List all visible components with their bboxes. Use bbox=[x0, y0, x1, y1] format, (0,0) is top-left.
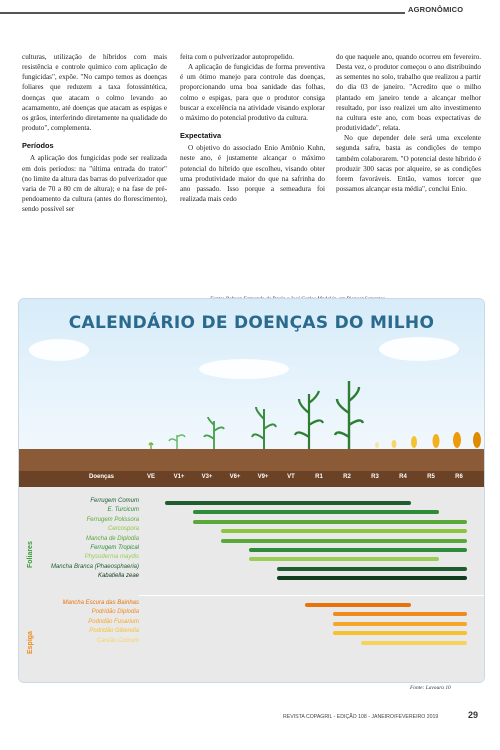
disease-label: Ferrugem Comum bbox=[90, 498, 139, 504]
col2-paragraph-1: feita com o pulverizador autopropelido. bbox=[180, 53, 294, 61]
disease-label: Mancha Branca (Phaeosphaeria) bbox=[50, 563, 139, 570]
col2-paragraph-3: O objetivo do associado Enio Antônio Kuhn, neste ano, é justamente alcançar o máximo potencial do híbrido que escolheu, visando obter uma produtividade maior do que na safrinha do ano passado. Isso porque a semeadura foi realizada mais cedo bbox=[180, 144, 325, 204]
col1-paragraph-1: culturas, utilização de híbridos com mais resistência e controle químico com aplicação de fungicidas", expõe. "No campo temos as doenças foliares que reduzem a taxa fotossintética, doenças que atacam o colmo levando ao acamamento, até doenças que atacam as espigas e os grãos, interferindo diretamente na qualidade do produto", complementa. bbox=[22, 53, 167, 133]
disease-label: Podridão Diplodia bbox=[91, 609, 139, 616]
stage-label-v6plus: V6+ bbox=[229, 474, 241, 480]
infographic-title: CALENDÁRIO DE DOENÇAS DO MILHO bbox=[68, 313, 435, 333]
heading-periodos: Períodos bbox=[22, 141, 54, 151]
header-rule bbox=[0, 12, 405, 14]
disease-label: Mancha Escura das Bainhas bbox=[62, 600, 139, 606]
stage-label-r5: R5 bbox=[427, 474, 435, 480]
disease-period-bar bbox=[165, 501, 411, 505]
cloud-icon bbox=[199, 359, 289, 379]
disease-period-bar bbox=[333, 631, 467, 635]
disease-period-bar bbox=[193, 510, 439, 514]
disease-period-bar bbox=[249, 557, 439, 561]
heading-expectativa: Expectativa bbox=[180, 131, 222, 141]
disease-label: Ferrugem Tropical bbox=[90, 545, 139, 551]
stage-label-v3plus: V3+ bbox=[201, 474, 213, 480]
section-label: AGRONÔMICO bbox=[408, 5, 464, 14]
disease-period-bar bbox=[361, 641, 467, 645]
stage-label-r1: R1 bbox=[315, 474, 323, 480]
cloud-icon bbox=[29, 339, 89, 361]
stage-label-ve: VE bbox=[146, 474, 155, 480]
disease-period-bar bbox=[221, 529, 467, 533]
stage-label-r4: R4 bbox=[399, 474, 407, 480]
category-espiga: Espiga bbox=[27, 631, 34, 654]
col3-paragraph-2: No que depender dele será uma excelente segunda safra, basta as condições de tempo também colaborarem. "O potencial deste híbrido é produzir 300 sacas por alqueire, se as condições forem favoráveis. Então, vamos torcer que possamos alcançar esta média", conclui Enio. bbox=[336, 134, 481, 194]
disease-label: Cercospora bbox=[107, 526, 139, 533]
footer-publication: REVISTA COPAGRIL - EDIÇÃO 108 - JANEIRO/FEVEREIRO 2019 bbox=[283, 714, 439, 720]
disease-period-bar bbox=[221, 539, 467, 543]
disease-label: Podridão Fusarium bbox=[88, 618, 139, 625]
stage-label-vt: VT bbox=[287, 474, 295, 480]
article-column-3 bbox=[336, 52, 481, 194]
disease-period-bar bbox=[277, 576, 467, 580]
category-foliares: Foliares bbox=[27, 541, 34, 568]
disease-label: Carvão Comum bbox=[96, 637, 139, 644]
col2-paragraph-2: A aplicação de fungicidas de forma preventiva é um ótimo manejo para controle das doenças, proporcionando uma boa sanidade das folhas, colmo e espigas, para que o produtor consiga buscar a excelência na atividade visando explorar o máximo do potencial produtivo da cultura. bbox=[180, 63, 325, 122]
stage-label-r6: R6 bbox=[455, 474, 463, 480]
corn-growth-illustration bbox=[139, 379, 484, 454]
infographic-source: Fonte: Lavoura 10 bbox=[410, 685, 451, 691]
col3-paragraph-1: do que naquele ano, quando ocorreu em fevereiro. Desta vez, o produtor começou o ano distribuindo as sementes no solo, trabalho que realizou a partir do dia 03 de janeiro. "Acredito que o milho plantado em janeiro tende a alcançar melhor resultado, por isso realizei um alto investimento na cultura este ano, com boas expectativas de produtividade", relata. bbox=[336, 53, 481, 133]
stage-label-v9plus: V9+ bbox=[257, 474, 269, 480]
cloud-icon bbox=[379, 337, 459, 361]
disease-period-bar bbox=[249, 548, 467, 552]
disease-period-bar bbox=[333, 612, 467, 616]
disease-period-bar bbox=[277, 567, 467, 571]
stage-label-r3: R3 bbox=[371, 474, 379, 480]
page-number: 29 bbox=[468, 710, 479, 720]
stage-label-v1plus: V1+ bbox=[173, 474, 185, 480]
diseases-column-header: Doenças bbox=[89, 474, 115, 480]
article-column-1 bbox=[22, 52, 167, 214]
disease-period-bar bbox=[193, 520, 467, 524]
disease-calendar-infographic bbox=[18, 298, 485, 683]
disease-label: Podridão Giberella bbox=[89, 628, 139, 635]
disease-period-bar bbox=[305, 603, 411, 607]
disease-label: Physoderma maydis bbox=[84, 554, 139, 561]
page-header bbox=[0, 0, 500, 22]
stage-label-r2: R2 bbox=[343, 474, 351, 480]
category-separator bbox=[139, 595, 484, 596]
disease-label: Ferrugem Polissora bbox=[86, 516, 139, 523]
article-column-2 bbox=[180, 52, 325, 204]
disease-label: E. Turcicum bbox=[107, 507, 139, 514]
col1-paragraph-2: A aplicação dos fungicidas pode ser realizada em dois períodos: na "última entrada do trator" (no limite da altura das barras do pulverizador que varia de 70 a 80 cm de altura); e na fase de pré-pendoamento da cultura (antes do florescimento), sendo possível ser bbox=[22, 154, 167, 214]
disease-label: Kabatiella zeae bbox=[97, 573, 139, 580]
disease-label: Mancha de Diplodia bbox=[85, 535, 139, 542]
disease-period-bar bbox=[333, 622, 467, 626]
